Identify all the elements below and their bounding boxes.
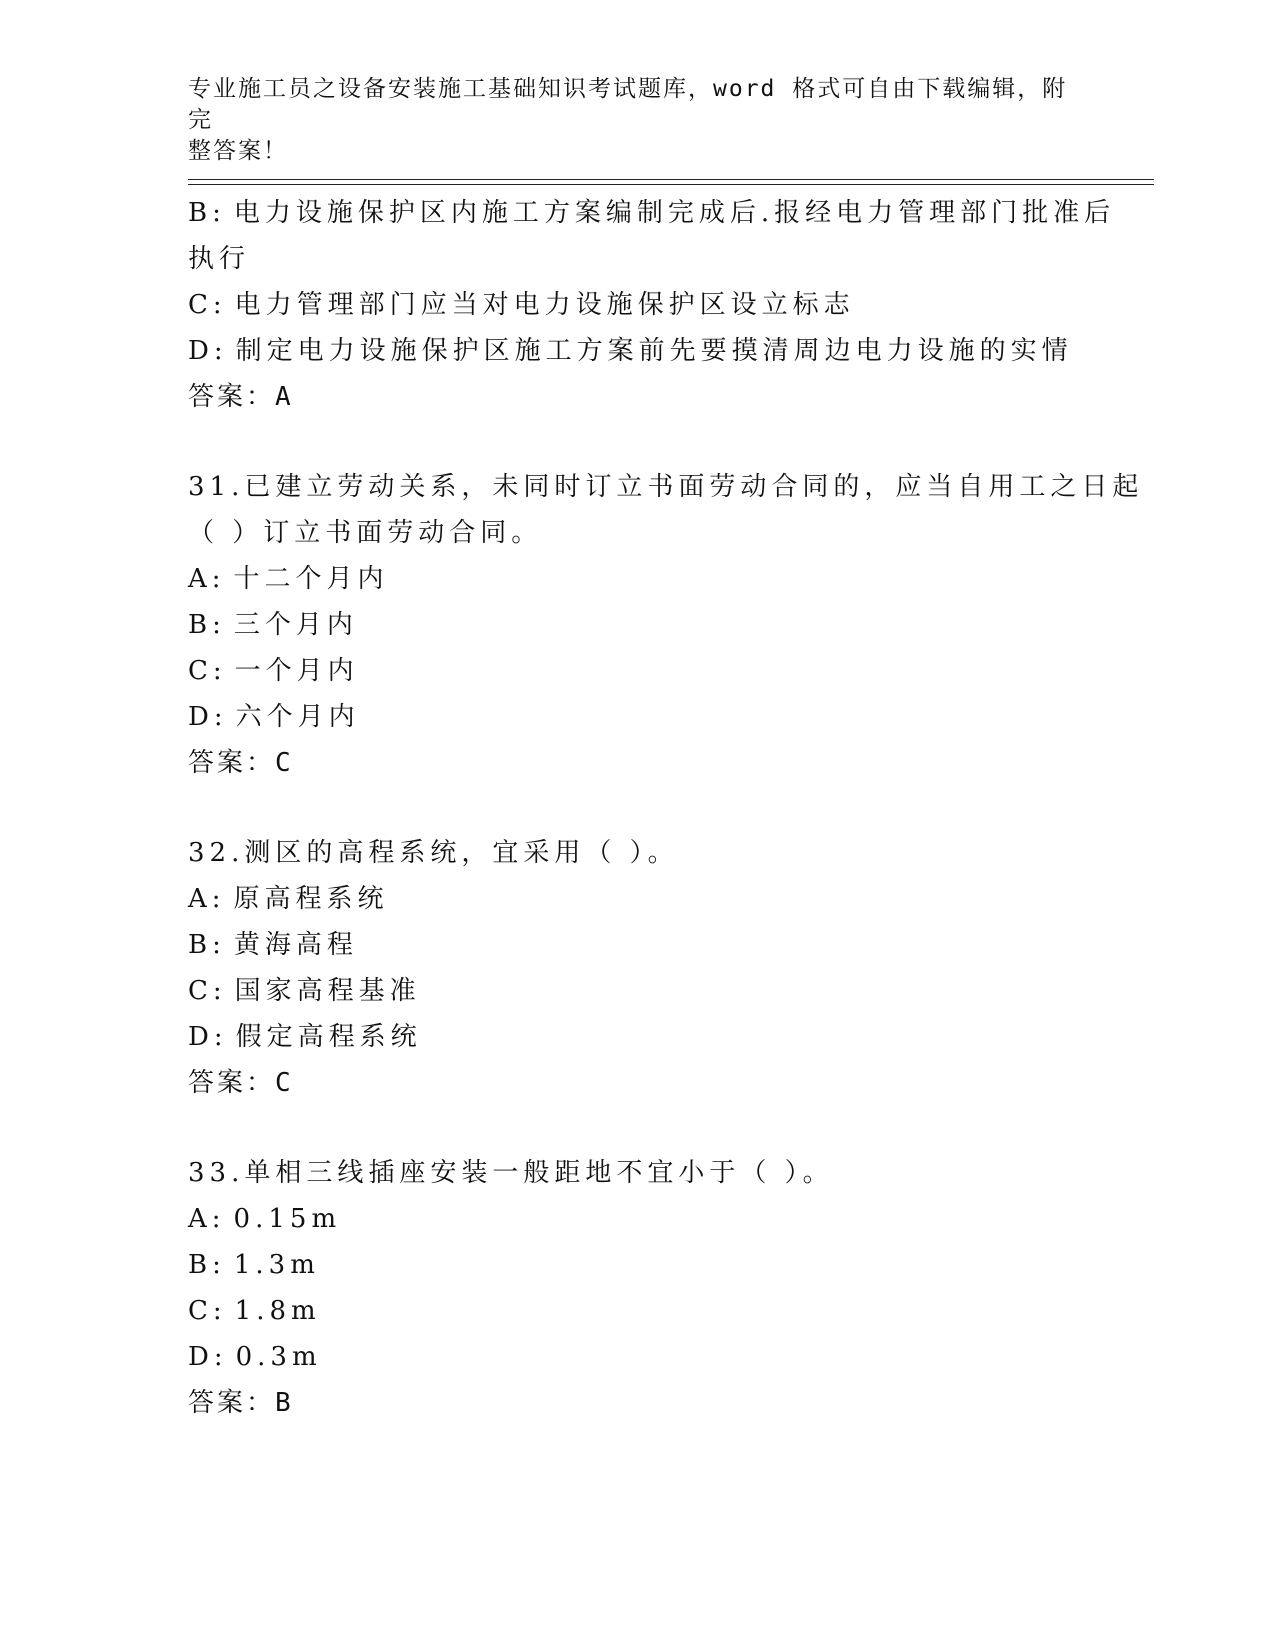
option-key: D: bbox=[188, 336, 228, 366]
option-row bbox=[188, 328, 1088, 374]
option-text: 0.15m bbox=[233, 1204, 342, 1234]
option-key: A: bbox=[188, 564, 226, 594]
option-key: B: bbox=[188, 930, 226, 960]
option-key: B: bbox=[188, 1250, 226, 1280]
option-key: C: bbox=[188, 1296, 227, 1326]
header-divider-top bbox=[188, 179, 1154, 180]
document-header bbox=[188, 74, 1068, 167]
question-stem-continuation: （ ）订立书面劳动合同。 bbox=[188, 518, 543, 548]
option-row bbox=[188, 648, 1088, 694]
option-text: 假定高程系统 bbox=[235, 1022, 422, 1052]
option-key: D: bbox=[188, 1022, 228, 1052]
answer-value: C bbox=[275, 1068, 294, 1098]
option-row bbox=[188, 968, 1088, 1014]
option-row bbox=[188, 556, 1088, 602]
answer-line bbox=[188, 1380, 1088, 1426]
question-block-31 bbox=[188, 464, 1144, 786]
answer-value: A bbox=[275, 382, 294, 412]
option-key: C: bbox=[188, 976, 227, 1006]
answer-label: 答案： bbox=[188, 1388, 276, 1418]
option-text: 国家高程基准 bbox=[234, 976, 421, 1006]
question-block-prev bbox=[188, 190, 1116, 420]
option-text: 1.3m bbox=[233, 1250, 320, 1280]
answer-value: C bbox=[275, 748, 294, 778]
option-row bbox=[188, 876, 1088, 922]
option-key: C: bbox=[188, 290, 227, 320]
header-line-1: 专业施工员之设备安装施工基础知识考试题库，word 格式可自由下载编辑，附完 bbox=[188, 76, 1068, 133]
option-row bbox=[188, 602, 1088, 648]
option-key: A: bbox=[188, 1204, 226, 1234]
question-block-32 bbox=[188, 830, 1088, 1106]
answer-value: B bbox=[275, 1388, 294, 1418]
option-text: 十二个月内 bbox=[233, 564, 389, 594]
option-row bbox=[188, 694, 1088, 740]
answer-label: 答案： bbox=[188, 1068, 276, 1098]
option-text: 0.3m bbox=[235, 1342, 322, 1372]
option-text: 三个月内 bbox=[233, 610, 358, 640]
question-block-33 bbox=[188, 1150, 1088, 1426]
answer-line bbox=[188, 374, 1088, 420]
question-stem: 33.单相三线插座安装一般距地不宜小于（ ）。 bbox=[188, 1158, 834, 1188]
header-divider-bottom bbox=[188, 184, 1154, 185]
option-key: C: bbox=[188, 656, 227, 686]
spacer bbox=[188, 786, 1088, 830]
option-key: D: bbox=[188, 1342, 228, 1372]
option-text: 电力设施保护区内施工方案编制完成后.报经电力管理部门批准后 bbox=[233, 198, 1116, 228]
option-row bbox=[188, 1014, 1088, 1060]
option-text: 原高程系统 bbox=[233, 884, 389, 914]
option-text: 一个月内 bbox=[234, 656, 359, 686]
option-row bbox=[188, 1288, 1088, 1334]
option-text: 电力管理部门应当对电力设施保护区设立标志 bbox=[234, 290, 855, 320]
option-key: A: bbox=[188, 884, 226, 914]
option-row bbox=[188, 190, 1116, 236]
option-text-continuation: 执行 bbox=[188, 244, 251, 274]
spacer bbox=[188, 1106, 1088, 1150]
option-text: 六个月内 bbox=[235, 702, 360, 732]
question-list bbox=[188, 190, 1144, 1426]
option-key: B: bbox=[188, 198, 226, 228]
option-text: 1.8m bbox=[234, 1296, 321, 1326]
option-row bbox=[188, 1196, 1088, 1242]
answer-label: 答案： bbox=[188, 748, 276, 778]
answer-line bbox=[188, 1060, 1088, 1106]
question-stem: 31.已建立劳动关系，未同时订立书面劳动合同的，应当自用工之日起 bbox=[188, 472, 1144, 502]
option-key: B: bbox=[188, 610, 226, 640]
answer-label: 答案： bbox=[188, 382, 276, 412]
option-text: 制定电力设施保护区施工方案前先要摸清周边电力设施的实情 bbox=[235, 336, 1073, 366]
option-text: 黄海高程 bbox=[233, 930, 358, 960]
option-key: D: bbox=[188, 702, 228, 732]
answer-line bbox=[188, 740, 1088, 786]
option-row bbox=[188, 282, 1088, 328]
header-line-2: 整答案！ bbox=[188, 138, 288, 164]
question-stem: 32.测区的高程系统，宜采用（ ）。 bbox=[188, 838, 679, 868]
option-row bbox=[188, 1242, 1088, 1288]
spacer bbox=[188, 420, 1088, 464]
option-row bbox=[188, 922, 1088, 968]
option-row bbox=[188, 1334, 1088, 1380]
